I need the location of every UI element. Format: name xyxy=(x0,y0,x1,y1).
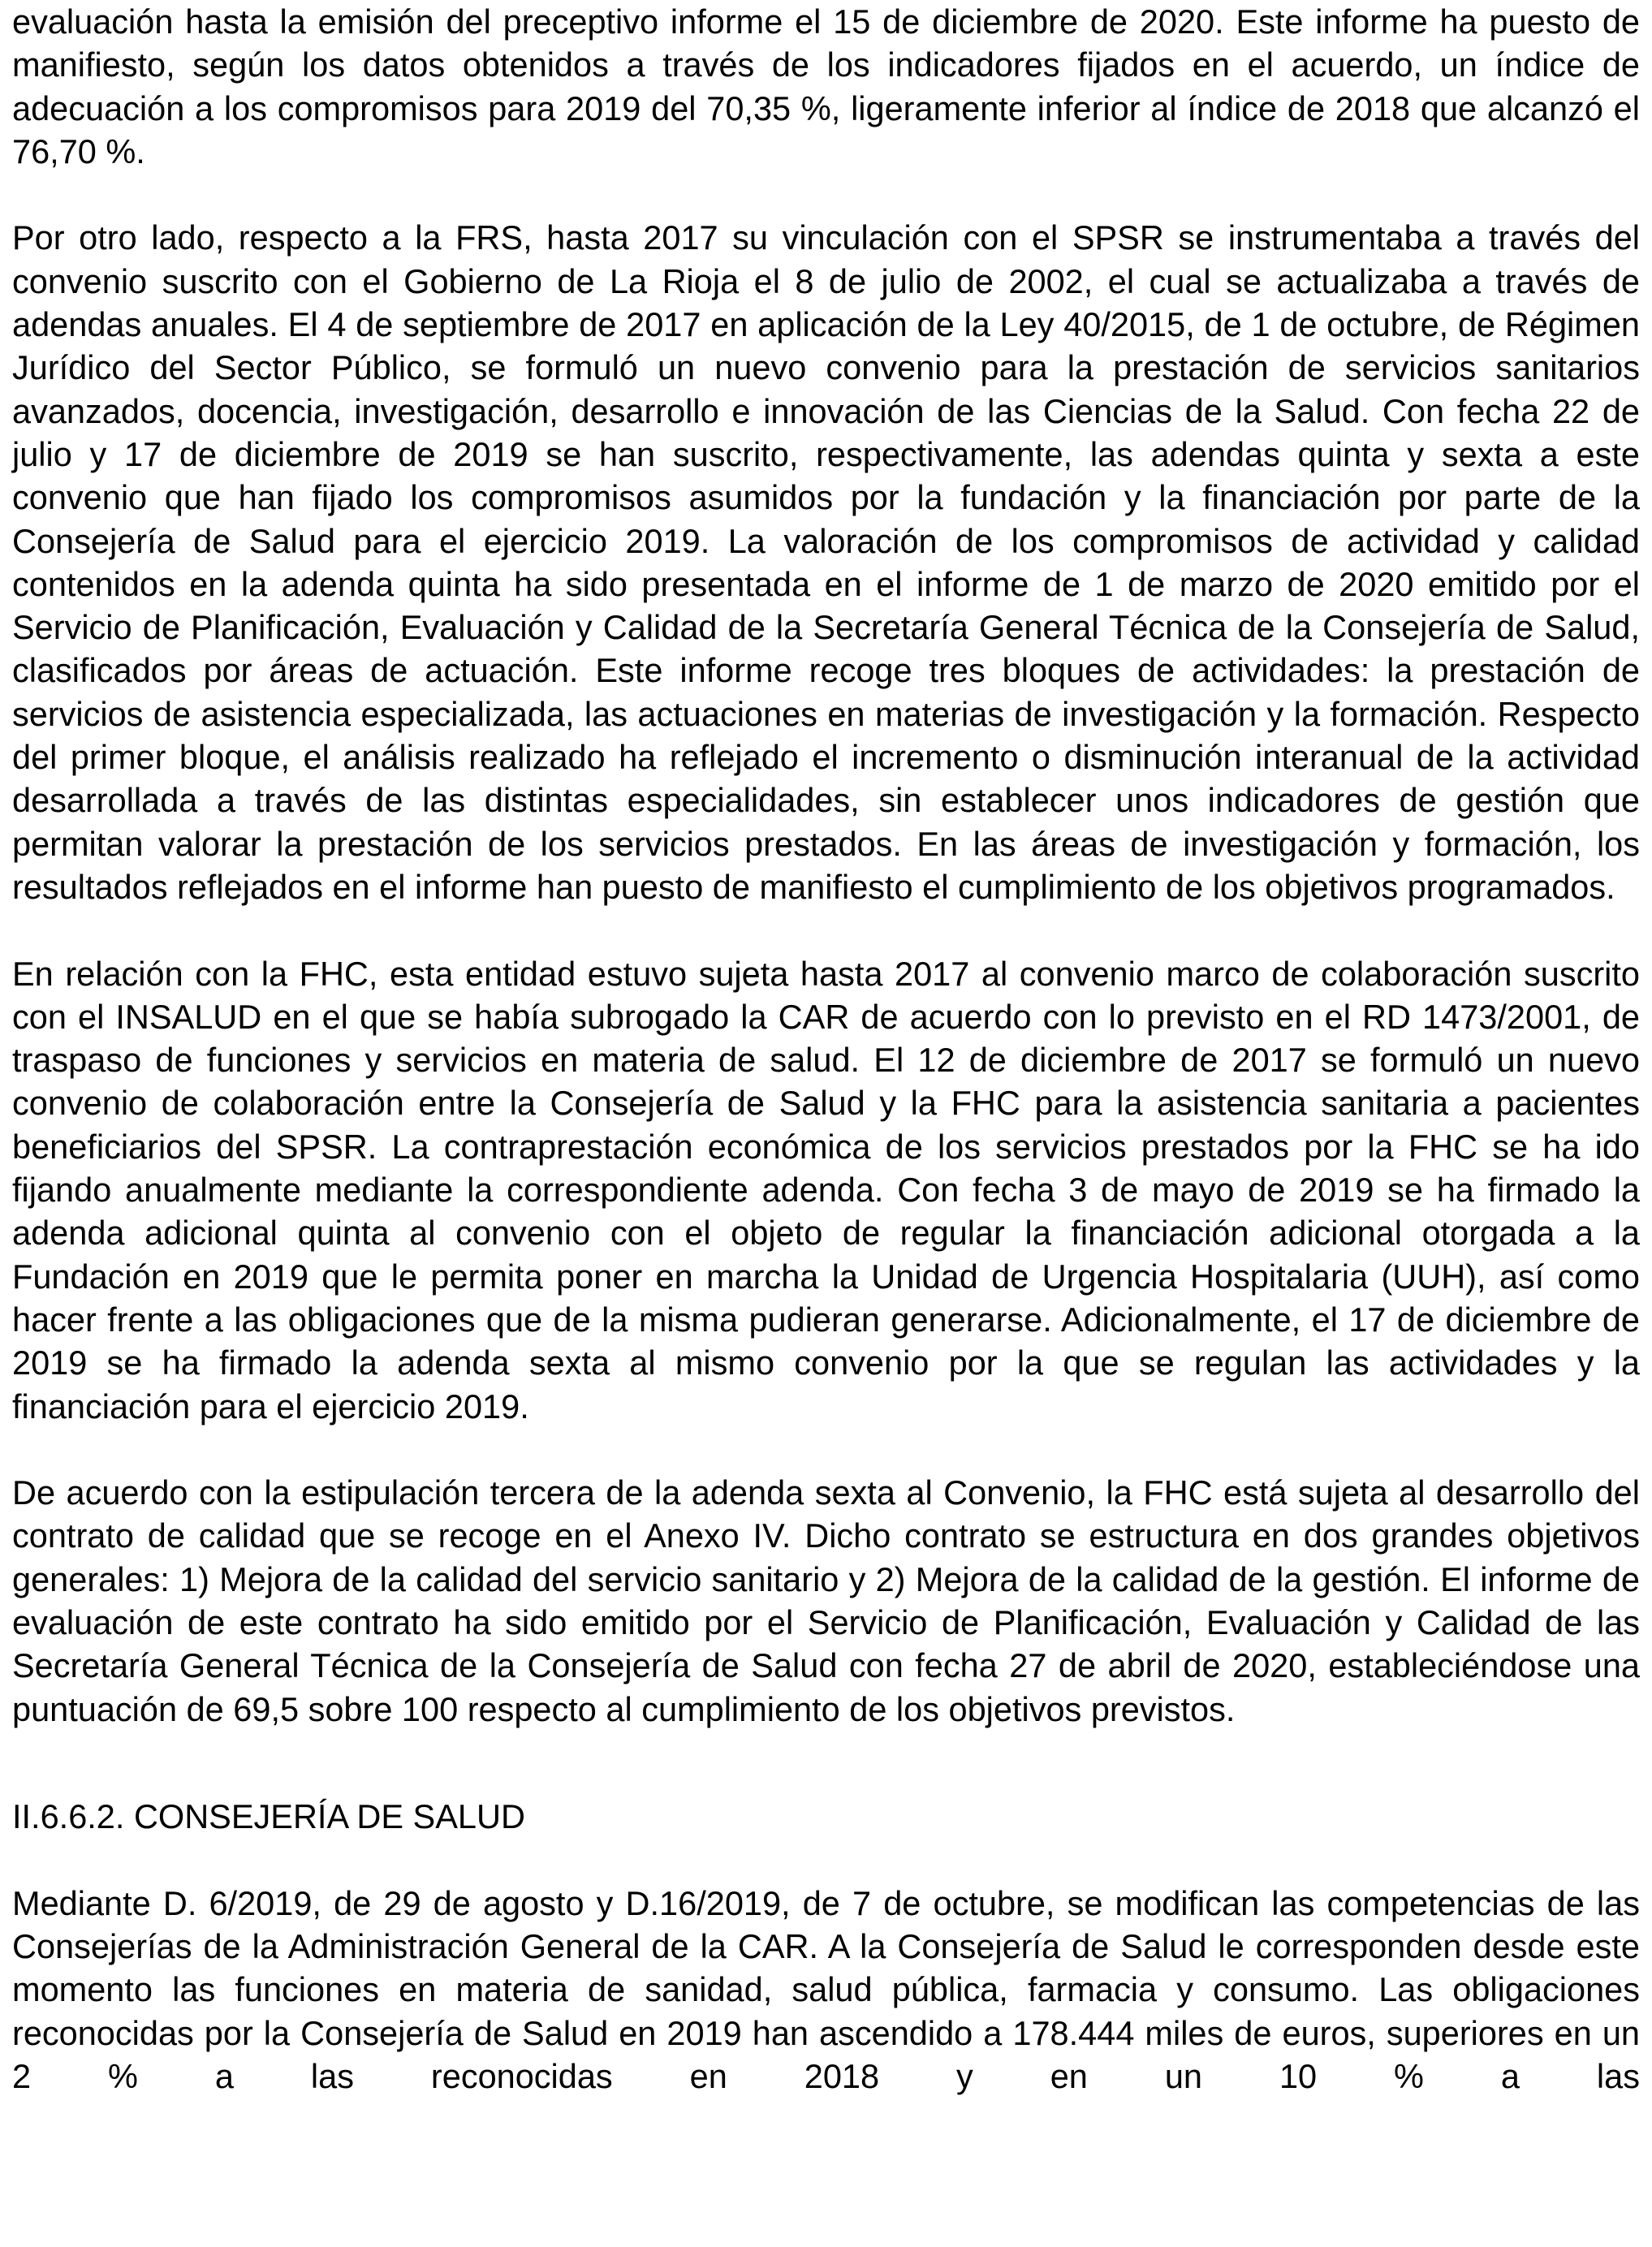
paragraph-contrato-calidad: De acuerdo con la estipulación tercera de la adenda sexta al Convenio, la FHC está sujeta al desarrollo del contrato de calidad que se recoge en el Anexo IV. Dicho contrato se estructura en dos grandes objetivos generales: 1) Mejora de la calidad del servicio sanitario y 2) Mejora de la calidad de la gestión. El informe de evaluación de este contrato ha sido emitido por el Servicio de Planificación, Evaluación y Calidad de las Secretaría General Técnica de la Consejería de Salud con fecha 27 de abril de 2020, estableciéndose una puntuación de 69,5 sobre 100 respecto al cumplimiento de los objetivos previstos. xyxy=(12,1473,1640,1728)
paragraph-fhc-convenio: En relación con la FHC, esta entidad estuvo sujeta hasta 2017 al convenio marco de colaboración suscrito con el INSALUD en el que se había subrogado la CAR de acuerdo con lo previsto en el RD 1473/2001, de traspaso de funciones y servicios en materia de salud. El 12 de diciembre de 2017 se formuló un nuevo convenio de colaboración entre la Consejería de Salud y la FHC para la asistencia sanitaria a pacientes beneficiarios del SPSR. La contraprestación económica de los servicios prestados por la FHC se ha ido fijando anualmente mediante la correspondiente adenda. Con fecha 3 de mayo de 2019 se ha firmado la adenda adicional quinta al convenio con el objeto de regular la financiación adicional otorgada a la Fundación en 2019 que le permita poner en marcha la Unidad de Urgencia Hospitalaria (UUH), así como hacer frente a las obligaciones que de la misma pudieran generarse. Adicionalmente, el 17 de diciembre de 2019 se ha firmado la adenda sexta al mismo convenio por la que se regulan las actividades y la financiación para el ejercicio 2019. xyxy=(12,954,1640,1425)
paragraph-consejeria-salud: Mediante D. 6/2019, de 29 de agosto y D.16/2019, de 7 de octubre, se modifican las competencias de las Consejerías de la Administración General de la CAR. A la Consejería de Salud le corresponden desde este momento las funciones en materia de sanidad, salud pública, farmacia y consumo. Las obligaciones reconocidas por la Consejería de Salud en 2019 han ascendido a 178.444 miles de euros, superiores en un 2 % a las reconocidas en 2018 y en un 10 % a las xyxy=(12,1883,1640,2095)
document-page xyxy=(12,0,1640,2141)
paragraph-informe-adecuacion: evaluación hasta la emisión del preceptivo informe el 15 de diciembre de 2020. Este informe ha puesto de manifiesto, según los datos obtenidos a través de los indicadores fijados en el acuerdo, un índice de adecuación a los compromisos para 2019 del 70,35 %, ligeramente inferior al índice de 2018 que alcanzó el 76,70 %. xyxy=(12,2,1640,170)
paragraph-frs-convenio: Por otro lado, respecto a la FRS, hasta 2017 su vinculación con el SPSR se instrumentaba a través del convenio suscrito con el Gobierno de La Rioja el 8 de julio de 2002, el cual se actualizaba a través de adendas anuales. El 4 de septiembre de 2017 en aplicación de la Ley 40/2015, de 1 de octubre, de Régimen Jurídico del Sector Público, se formuló un nuevo convenio para la prestación de servicios sanitarios avanzados, docencia, investigación, desarrollo e innovación de las Ciencias de la Salud. Con fecha 22 de julio y 17 de diciembre de 2019 se han suscrito, respectivamente, las adendas quinta y sexta a este convenio que han fijado los compromisos asumidos por la fundación y la financiación por parte de la Consejería de Salud para el ejercicio 2019. La valoración de los compromisos de actividad y calidad contenidos en la adenda quinta ha sido presentada en el informe de 1 de marzo de 2020 emitido por el Servicio de Planificación, Evaluación y Calidad de la Secretaría General Técnica de la Consejería de Salud, clasificados por áreas de actuación. Este informe recoge tres bloques de actividades: la prestación de servicios de asistencia especializada, las actuaciones en materias de investigación y la formación. Respecto del primer bloque, el análisis realizado ha reflejado el incremento o disminución interanual de la actividad desarrollada a través de las distintas especialidades, sin establecer unos indicadores de gestión que permitan valorar la prestación de los servicios prestados. En las áreas de investigación y formación, los resultados reflejados en el informe han puesto de manifiesto el cumplimiento de los objetivos programados. xyxy=(12,218,1640,906)
section-heading: II.6.6.2. CONSEJERÍA DE SALUD xyxy=(12,1797,525,1836)
